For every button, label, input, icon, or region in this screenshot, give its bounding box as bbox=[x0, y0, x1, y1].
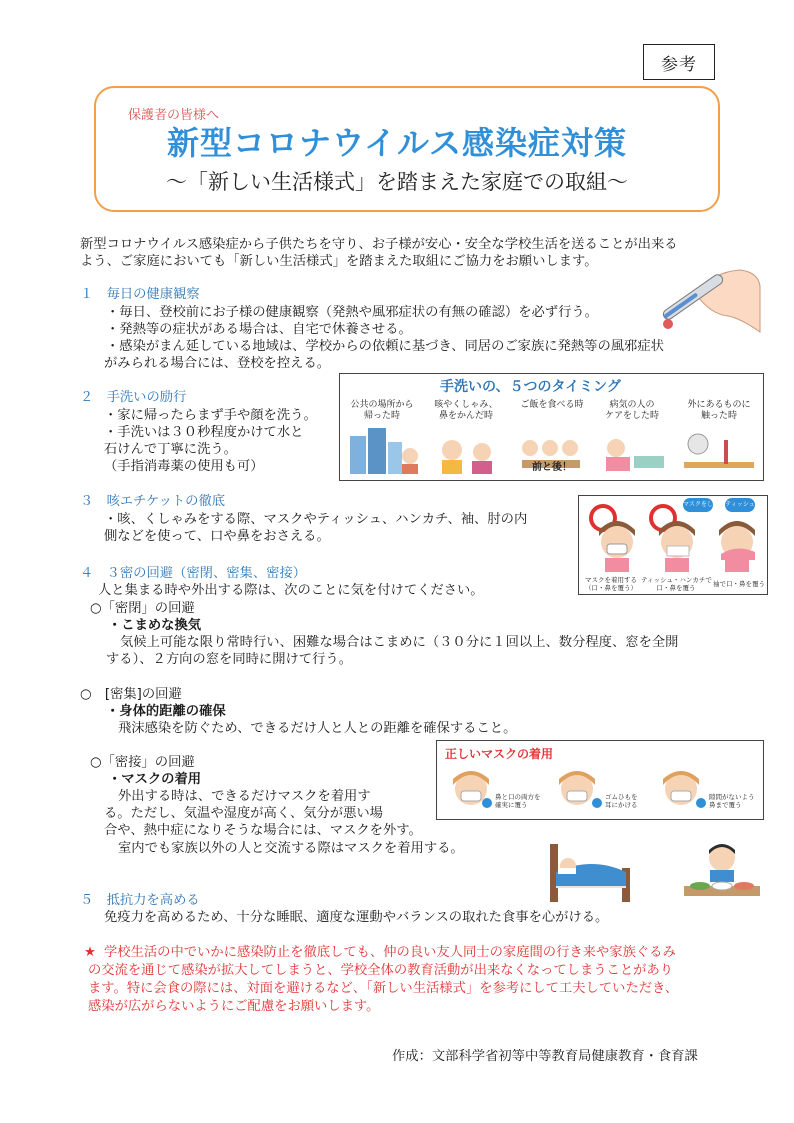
close-contact-point: ・マスクの着用 bbox=[108, 772, 202, 787]
closed-space-line-2: する）、２方向の窓を同時に開けて行う。 bbox=[106, 652, 352, 667]
handwash-caption-4: 病気の人の ケアをした時 bbox=[604, 400, 659, 421]
section2-line-2: ・手洗いは３０秒程度かけて水と bbox=[104, 425, 304, 440]
mask-step-1: 鼻と口の両方を 確実に覆う bbox=[495, 793, 541, 809]
note-line-3: ます。特に会食の際には、対面を避けるなど、「新しい生活様式」を参考にして工夫していただき、 bbox=[88, 981, 679, 996]
page-title: 新型コロナウイルス感染症対策 bbox=[166, 124, 628, 162]
mask-step-2: ゴムひもを 耳にかける bbox=[605, 793, 638, 809]
intro-line-1: 新型コロナウイルス感染症から子供たちを守り、お子様が安心・安全な学校生活を送ることが出来る bbox=[80, 237, 678, 252]
section3-line-2: 側などを使って、口や鼻をおさえる。 bbox=[104, 529, 330, 544]
meal-illustration bbox=[680, 842, 764, 904]
closed-space-point: ・こまめな換気 bbox=[108, 618, 202, 633]
correct-mask-illustration bbox=[436, 740, 764, 820]
closed-space-line-1: 気候上可能な限り常時行い、困難な場合はこまめに（３０分に１回以上、数分程度、窓を全開 bbox=[120, 635, 679, 650]
section1-line-4: がみられる場合には、登校を控える。 bbox=[104, 356, 331, 371]
close-contact-line-2: る。ただし、気温や湿度が高く、気分が悪い場 bbox=[104, 806, 383, 821]
crowded-heading: ○ [密集]の回避 bbox=[80, 687, 182, 702]
section2-line-1: ・家に帰ったらまず手や顔を洗う。 bbox=[104, 408, 317, 423]
for-parents-label: 保護者の皆様へ bbox=[128, 108, 220, 123]
section5-line-1: 免疫力を高めるため、十分な睡眠、適度な運動やバランスの取れた食事を心がける。 bbox=[104, 910, 609, 925]
section3-line-1: ・咳、くしゃみをする際、マスクやティッシュ、ハンカチ、袖、肘の内 bbox=[104, 512, 528, 527]
cough-etiquette-illustration bbox=[578, 495, 768, 595]
handwash-timing-illustration bbox=[339, 373, 764, 481]
badge-tissue: ティッシュで bbox=[725, 498, 755, 512]
closed-space-heading: ○「密閉」の回避 bbox=[90, 601, 195, 616]
section4-intro: 人と集まる時や外出する際は、次のことに気を付けてください。 bbox=[98, 583, 484, 598]
section1-line-2: ・発熱等の症状がある場合は、自宅で休養させる。 bbox=[106, 322, 412, 337]
badge-mask: マスクをしよう bbox=[683, 498, 713, 512]
page-subtitle: 〜「新しい生活様式」を踏まえた家庭での取組〜 bbox=[166, 170, 628, 194]
note-line-2: の交流を通じて感染が拡大してしまうと、学校全体の教育活動が出来なくなってしまうことがあり bbox=[88, 963, 674, 978]
crowded-line-1: 飛沫感染を防ぐため、できるだけ人と人との距離を確保すること。 bbox=[118, 721, 517, 736]
close-contact-line-3: 合や、熱中症になりそうな場合には、マスクを外す。 bbox=[104, 823, 422, 838]
section1-heading: １ 毎日の健康観察 bbox=[80, 287, 200, 302]
handwash-illustration-title: 手洗いの、５つのタイミング bbox=[440, 379, 621, 395]
before-after-label: 前と後！ bbox=[532, 462, 572, 473]
close-contact-line-1: 外出する時は、できるだけマスクを着用す bbox=[118, 789, 371, 804]
handwash-caption-1: 公共の場所から 帰った時 bbox=[350, 400, 414, 421]
note-line-4: 感染が広がらないようにご配慮をお願いします。 bbox=[88, 999, 380, 1014]
crowded-point: ・身体的距離の確保 bbox=[106, 704, 226, 719]
note-star: ★ bbox=[84, 945, 96, 960]
footer-author: 作成：文部科学省初等中等教育局健康教育・食育課 bbox=[392, 1049, 698, 1064]
handwash-caption-2: 咳やくしゃみ、 鼻をかんだ時 bbox=[434, 400, 498, 421]
close-contact-line-4: 室内でも家族以外の人と交流する際はマスクを着用する。 bbox=[118, 841, 464, 856]
section2-line-4: （手指消毒薬の使用も可） bbox=[104, 459, 264, 474]
section1-line-1: ・毎日、登校前にお子様の健康観察（発熱や風邪症状の有無の確認）を必ず行う。 bbox=[106, 305, 598, 320]
sleeping-child-illustration bbox=[548, 838, 632, 904]
section2-heading: ２ 手洗いの励行 bbox=[80, 390, 187, 405]
handwash-caption-5: 外にあるものに 触った時 bbox=[687, 400, 751, 421]
cough-caption-3: 袖で口・鼻を覆う bbox=[713, 580, 765, 588]
section1-line-3: ・感染がまん延している地域は、学校からの依頼に基づき、同居のご家族に発熱等の風邪症状 bbox=[106, 339, 664, 354]
cough-caption-2: ティッシュ・ハンカチで 口・鼻を覆う bbox=[641, 576, 712, 592]
mask-illustration-title: 正しいマスクの着用 bbox=[445, 747, 554, 761]
handwash-caption-3: ご飯を食べる時 bbox=[520, 400, 584, 410]
close-contact-heading: ○「密接」の回避 bbox=[90, 755, 195, 770]
reference-label: 参考 bbox=[643, 44, 715, 80]
section4-heading: ４ ３密の回避（密閉、密集、密接） bbox=[80, 566, 307, 581]
thermometer-illustration bbox=[640, 262, 762, 342]
intro-line-2: よう、ご家庭においても「新しい生活様式」を踏まえた取組にご協力をお願いします。 bbox=[80, 254, 598, 269]
cough-caption-1: マスクを着用する （口・鼻を覆う） bbox=[585, 576, 637, 592]
mask-step-3: 隙間がないよう 鼻まで覆う bbox=[709, 793, 755, 809]
section5-heading: ５ 抵抗力を高める bbox=[80, 893, 200, 908]
section3-heading: ３ 咳エチケットの徹底 bbox=[80, 494, 226, 509]
section2-line-3: 石けんで丁寧に洗う。 bbox=[104, 442, 237, 457]
note-line-1: 学校生活の中でいかに感染防止を徹底しても、仲の良い友人同士の家庭間の行き来や家族ぐるみ bbox=[104, 945, 676, 960]
